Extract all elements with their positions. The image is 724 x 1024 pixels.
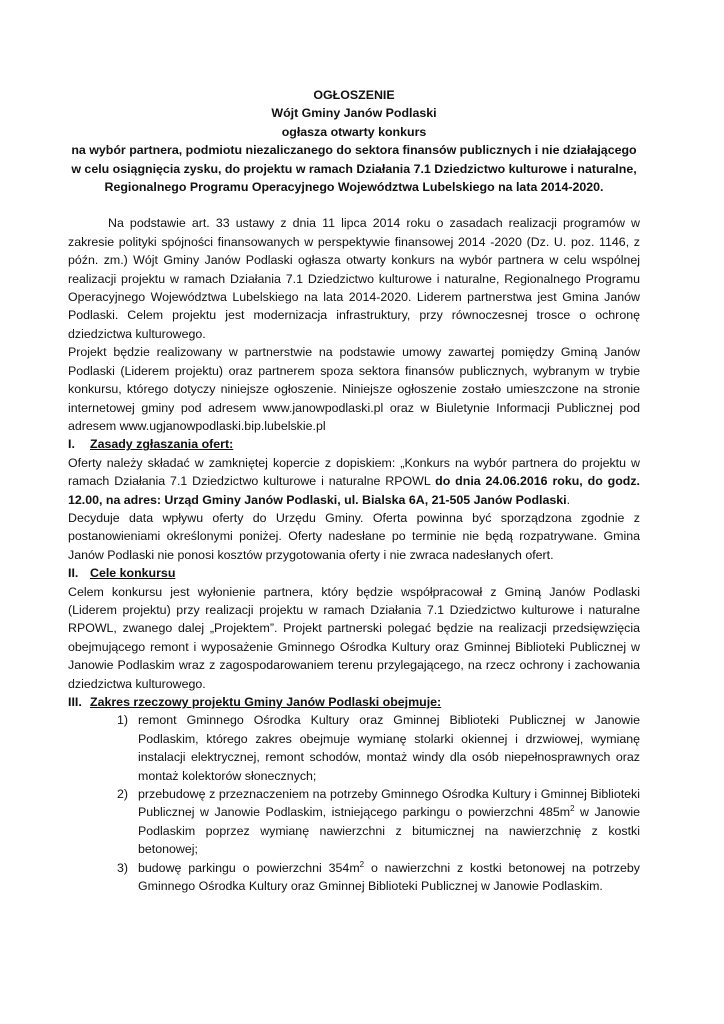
list-item-number: 2): [116, 787, 128, 802]
list-item-text: remont Gminnego Ośrodka Kultury oraz Gminnej Biblioteki Publicznej w Janowie Podlaskim, którego zakres obejmuje wymianę stolarki okiennej i drzwiowej, wymianę instalacji elektrycznej, remont schodów, montaż windy dla osób niepełnosprawnych oraz montaż kolektorów słonecznych;: [138, 713, 640, 783]
list-item: [68, 859, 640, 896]
list-item-number: 3): [116, 860, 128, 875]
section-1-number: I.: [68, 437, 75, 452]
list-item-text-part: budowę parkingu o powierzchni 354m: [138, 860, 360, 875]
list-item-text-part: w Janowie Podlaskim poprzez wymianę nawierzchni z bitumicznej na nawierzchnię z kostki betonowej;: [138, 805, 640, 857]
section-3-number: III.: [68, 695, 82, 709]
intro-paragraph-2: Projekt będzie realizowany w partnerstwie na podstawie umowy zawartej pomiędzy Gminą Janów Podlaski (Liderem projektu) oraz partnerem spoza sektora finansów publicznych, wybranym w trybie konkursu, którego dotyczy niniejsze ogłoszenie. Niniejsze ogłoszenie zostało umieszczone na stronie internetowej gminy pod adresem www.janowpodlaski.pl oraz w Biuletynie Informacji Publicznej pod adresem www.ugjanowpodlaski.bip.lubelskie.pl: [68, 345, 640, 433]
superscript: 2: [359, 859, 365, 869]
section-2-title: Cele konkursu: [90, 566, 176, 581]
intro-paragraph-1: Na podstawie art. 33 ustawy z dnia 11 lipca 2014 roku o zasadach realizacji programów w zakresie polityki spójności finansowanych w perspektywie finansowej 2014 -2020 (Dz. U. poz. 1146, z późn. zm.) Wójt Gminy Janów Podlaski ogłasza otwarty konkurs na wybór partnera w celu wspólnej realizacji projektu w ramach Działania 7.1 Dziedzictwo kulturowe i naturalne, Regionalnego Programu Operacyjnego Województwa Lubelskiego na lata 2014-2020. Liderem partnerstwa jest Gmina Janów Podlaski. Celem projektu jest modernizacja infrastruktury, przy równoczesnej trosce o ochronę dziedzictwa kulturowego.: [68, 216, 640, 341]
section-2-paragraph: Celem konkursu jest wyłonienie partnera, który będzie współpracował z Gminą Janów Podlaski (Liderem projektu) przy realizacji projektu w ramach Działania 7.1 Dziedzictwo kulturowe i naturalne RPOWL, zwanego dalej „Projektem”. Projekt partnerski polegać będzie na realizacji przedsięwzięcia obejmującego remont i wyposażenie Gminnego Ośrodka Kultury oraz Gminnej Biblioteki Publicznej w Janowie Podlaskim wraz z zagospodarowaniem terenu przylegającego, na rzecz ochrony i zachowania dziedzictwa kulturowego.: [68, 584, 640, 691]
section-2-number: II.: [68, 566, 79, 581]
section-1-paragraph-1: [68, 454, 640, 509]
section-1-period: .: [566, 492, 571, 507]
document-page: [68, 86, 640, 895]
header-issuer: Wójt Gminy Janów Podlaski: [271, 106, 437, 121]
section-3-heading: [68, 693, 640, 711]
deadline-address: do dnia 24.06.2016 roku, do godz. 12.00, na adres: Urząd Gminy Janów Podlaski, ul. Bialska 6A, 21-505 Janów Podlaski: [68, 474, 641, 507]
header-subtitle: ogłasza otwarty konkurs: [281, 124, 427, 139]
list-item-number: 1): [116, 713, 128, 728]
scope-list: [68, 711, 640, 895]
superscript: 2: [570, 804, 575, 814]
list-item: [68, 785, 640, 859]
header-title: OGŁOSZENIE: [313, 88, 395, 102]
list-item-text: [138, 859, 640, 896]
list-item-text-part: przebudowę z przeznaczeniem na potrzeby Gminnego Ośrodka Kultury i Gminnej Biblioteki Publicznej w Janowie Podlaskim, istniejącego parkingu o powierzchni 485m: [138, 787, 640, 820]
list-item-text: [138, 785, 640, 859]
section-1-text: Oferty należy składać w zamkniętej kopercie z dopiskiem: „Konkurs na wybór partnera do projektu w ramach Działania 7.1 Dziedzictwo kulturowe i naturalne RPOWL: [68, 455, 640, 489]
header-description: na wybór partnera, podmiotu niezaliczanego do sektora finansów publicznych i nie działającego w celu osiągnięcia zysku, do projektu w ramach Działania 7.1 Dziedzictwo kulturowe i naturalne, Regionalnego Programu Operacyjnego Województwa Lubelskiego na lata 2014-2020.: [71, 143, 637, 195]
announcement-header: [68, 86, 640, 196]
section-1-heading: [68, 435, 640, 453]
section-1-paragraph-2: Decyduje data wpływu oferty do Urzędu Gminy. Oferta powinna być sporządzona zgodnie z postanowieniami określonymi poniżej. Oferty nadesłane po terminie nie będą rozpatrywane. Gmina Janów Podlaski nie ponosi kosztów przygotowania oferty i nie zwraca nadesłanych ofert.: [68, 510, 640, 562]
list-item: [68, 711, 640, 785]
section-1-title: Zasady zgłaszania ofert:: [90, 437, 234, 452]
section-3-title: Zakres rzeczowy projektu Gminy Janów Podlaski obejmuje:: [90, 695, 442, 709]
list-item-text-part: o nawierzchni z kostki betonowej na potrzeby Gminnego Ośrodka Kultury oraz Gminnej Biblioteki Publicznej w Janowie Podlaskim.: [138, 860, 641, 894]
section-2-heading: [68, 564, 640, 582]
